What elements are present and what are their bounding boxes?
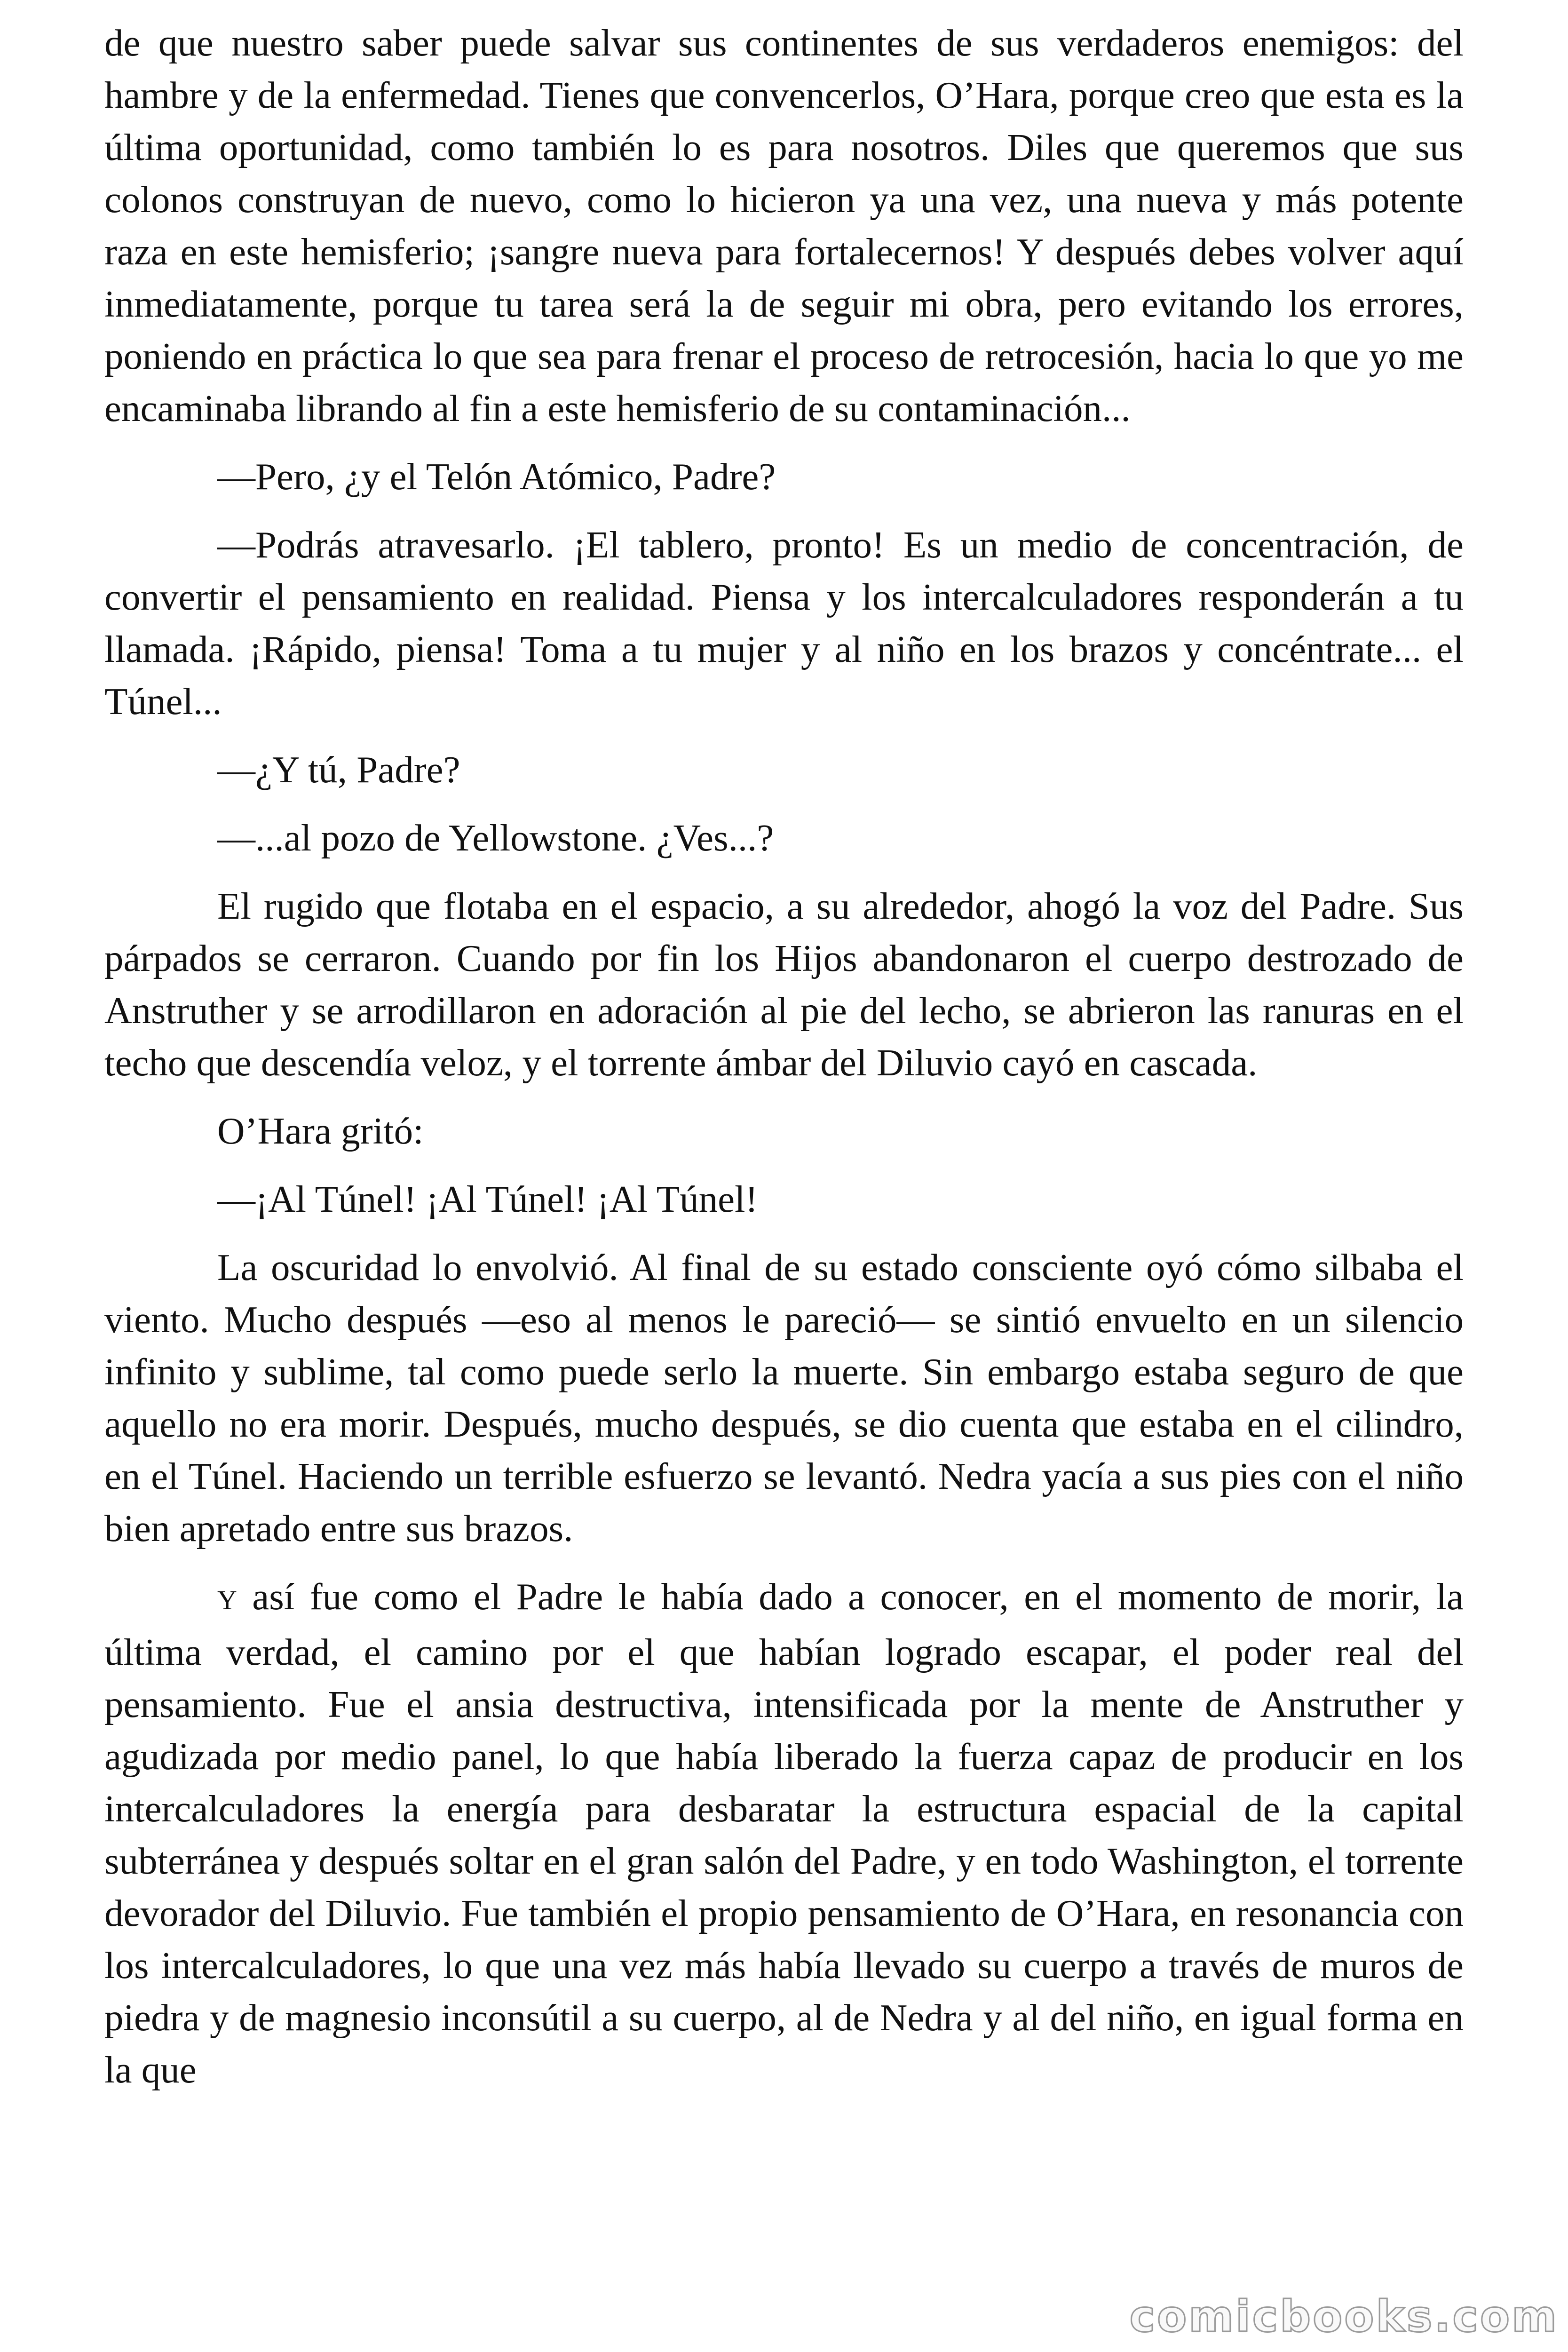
body-text — [104, 17, 1464, 2112]
watermark-logo: comicbooks.com — [1129, 2291, 1559, 2342]
paragraph-9: La oscuridad lo envolvió. Al final de su estado consciente oyó cómo silbaba el viento. Mucho después —eso al menos le pareció— se sintió envuelto en un silencio infinito y sublime, tal como puede serlo la muerte. Sin embargo estaba seguro de que aquello no era morir. Después, mucho después, se dio cuenta que estaba en el cilindro, en el Túnel. Haciendo un terrible esfuerzo se levantó. Nedra yacía a sus pies con el niño bien apretado entre sus brazos. — [104, 1246, 1464, 1549]
paragraph-7: O’Hara gritó: — [217, 1110, 424, 1152]
paragraph-4: —¿Y tú, Padre? — [217, 748, 460, 791]
paragraph-6: El rugido que flotaba en el espacio, a su alrededor, ahogó la voz del Padre. Sus párpados se cerraron. Cuando por fin los Hijos abandonaron el cuerpo destrozado de Anstruther y se arrodillaron en adoración al pie del lecho, se abrieron las ranuras en el techo que descendía veloz, y el torrente ámbar del Diluvio cayó en cascada. — [104, 885, 1464, 1084]
paragraph-10-text: así fue como el Padre le había dado a conocer, en el momento de morir, la última verdad, el camino por el que habían logrado escapar, el poder real del pensamiento. Fue el ansia destructiva, intensificada por la mente de Anstruther y agudizada por medio panel, lo que había liberado la fuerza capaz de producir en los intercalculadores la energía para desbaratar la estructura espacial de la capital subterránea y después soltar en el gran salón del Padre, y en todo Washington, el torrente devorador del Diluvio. Fue también el propio pensamiento de O’Hara, en resonancia con los intercalculadores, lo que una vez más había llevado su cuerpo a través de muros de piedra y de magnesio inconsútil a su cuerpo, al de Nedra y al del niño, en igual forma en la que — [104, 1575, 1464, 2091]
paragraph-8: —¡Al Túnel! ¡Al Túnel! ¡Al Túnel! — [217, 1178, 758, 1220]
paragraph-1: de que nuestro saber puede salvar sus continentes de sus verdaderos enemigos: del hambre y de la enfermedad. Tienes que convencerlos, O’Hara, porque creo que esta es la última oportunidad, como también lo es para nosotros. Diles que queremos que sus colonos construyan de nuevo, como lo hicieron ya una vez, una nueva y más potente raza en este hemisferio; ¡sangre nueva para fortalecernos! Y después debes volver aquí inmediatamente, porque tu tarea será la de seguir mi obra, pero evitando los errores, poniendo en práctica lo que sea para frenar el proceso de retrocesión, hacia lo que yo me encaminaba librando al fin a este hemisferio de su contaminación... — [104, 22, 1464, 429]
paragraph-2: —Pero, ¿y el Telón Atómico, Padre? — [217, 455, 776, 498]
paragraph-10 — [104, 1571, 1464, 2096]
paragraph-5: —...al pozo de Yellowstone. ¿Ves...? — [217, 817, 774, 859]
paragraph-10-initial: Y — [217, 1585, 237, 1615]
paragraph-3: —Podrás atravesarlo. ¡El tablero, pronto! Es un medio de concentración, de convertir el pensamiento en realidad. Piensa y los intercalculadores responderán a tu llamada. ¡Rápido, piensa! Toma a tu mujer y al niño en los brazos y concéntrate... el Túnel... — [104, 524, 1464, 723]
